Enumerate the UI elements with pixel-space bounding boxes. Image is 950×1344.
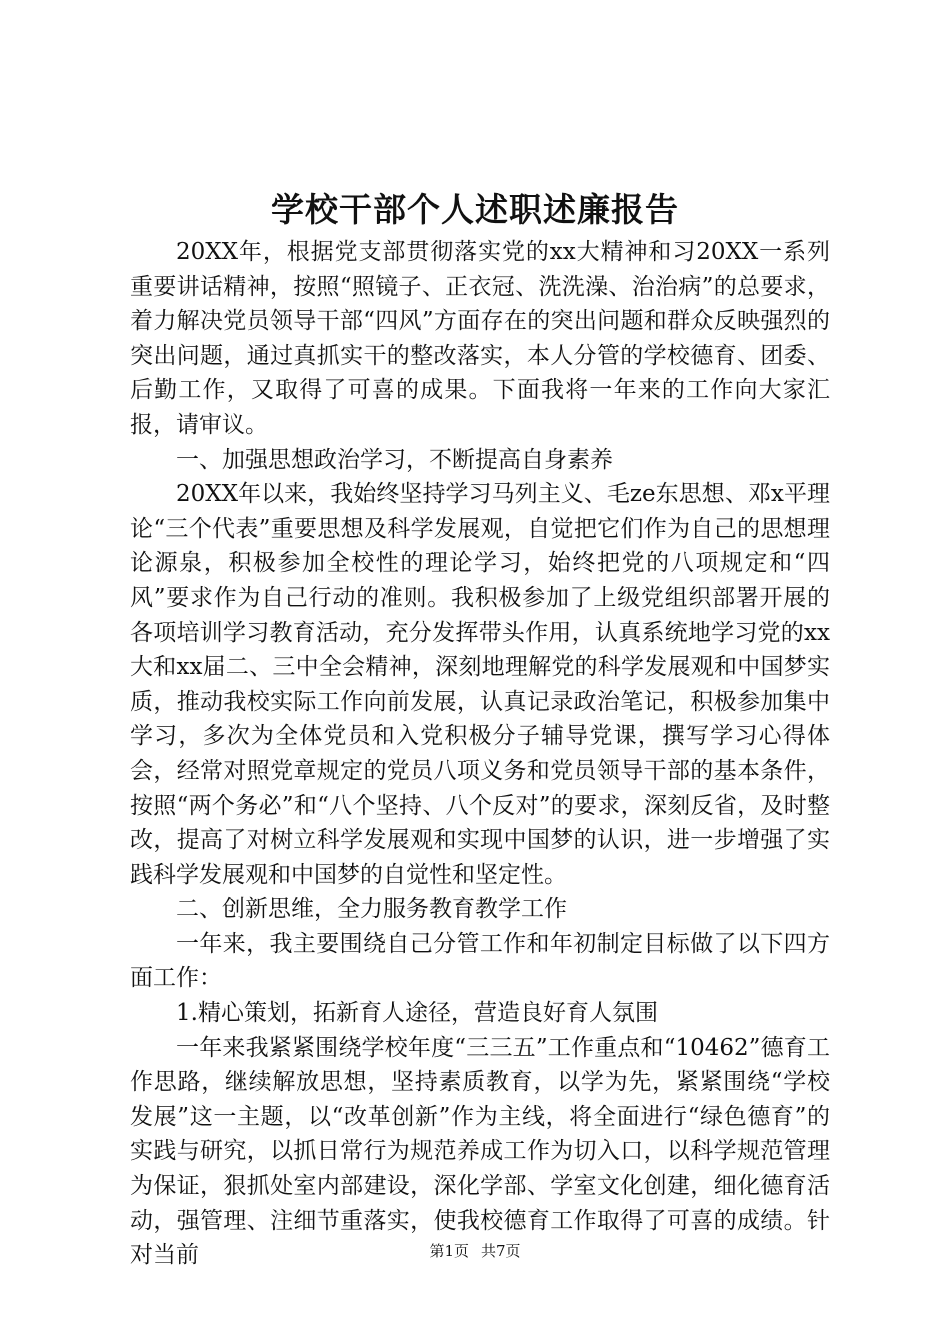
page-total: 共7页 (481, 1242, 521, 1260)
page-number: 第1页 (429, 1242, 469, 1260)
section-heading-1: 一、加强思想政治学习，不断提高自身素养 (176, 446, 613, 473)
document-body (130, 235, 830, 1273)
subsection-heading-1: 1.精心策划，拓新育人途径，营造良好育人氛围 (176, 1000, 658, 1027)
paragraph-section-2-intro: 一年来，我主要围绕自己分管工作和年初制定目标做了以下四方面工作： (130, 930, 830, 992)
paragraph-subsection-1: 一年来我紧紧围绕学校年度“三三五”工作重点和“10462”德育工作思路，继续解放思想，坚持素质教育，以学为先，紧紧围绕“学校发展”这一主题，以“改革创新”作为主线，将全面进行“绿色德育”的实践与研究，以抓日常行为规范养成工作为切入口，以科学规范管理为保证，狠抓处室内部建设，深化学部、学室文化创建，细化德育活动，强管理、注细节重落实，使我校德育工作取得了可喜的成绩。针对当前 (130, 1034, 830, 1269)
paragraph-intro: 20XX年，根据党支部贯彻落实党的xx大精神和习20XX一系列重要讲话精神，按照“照镜子、正衣冠、洗洗澡、治治病”的总要求，着力解决党员领导干部“四风”方面存在的突出问题和群众反映强烈的突出问题，通过真抓实干的整改落实，本人分管的学校德育、团委、后勤工作，又取得了可喜的成果。下面我将一年来的工作向大家汇报，请审议。 (130, 239, 830, 438)
document-title: 学校干部个人述职述廉报告 (271, 190, 679, 229)
section-heading-2: 二、创新思维，全力服务教育教学工作 (176, 896, 567, 923)
page-footer (0, 1241, 950, 1261)
paragraph-section-1: 20XX年以来，我始终坚持学习马列主义、毛ze东思想、邓x平理论“三个代表”重要思想及科学发展观，自觉把它们作为自己的思想理论源泉，积极参加全校性的理论学习，始终把党的八项规定和“四风”要求作为自己行动的准则。我积极参加了上级党组织部署开展的各项培训学习教育活动，充分发挥带头作用，认真系统地学习党的xx大和xx届二、三中全会精神，深刻地理解党的科学发展观和中国梦实质，推动我校实际工作向前发展，认真记录政治笔记，积极参加集中学习，多次为全体党员和入党积极分子辅导党课，撰写学习心得体会，经常对照党章规定的党员八项义务和党员领导干部的基本条件，按照“两个务必”和“八个坚持、八个反对”的要求，深刻反省，及时整改，提高了对树立科学发展观和实现中国梦的认识，进一步增强了实践科学发展观和中国梦的自觉性和坚定性。 (130, 481, 830, 888)
